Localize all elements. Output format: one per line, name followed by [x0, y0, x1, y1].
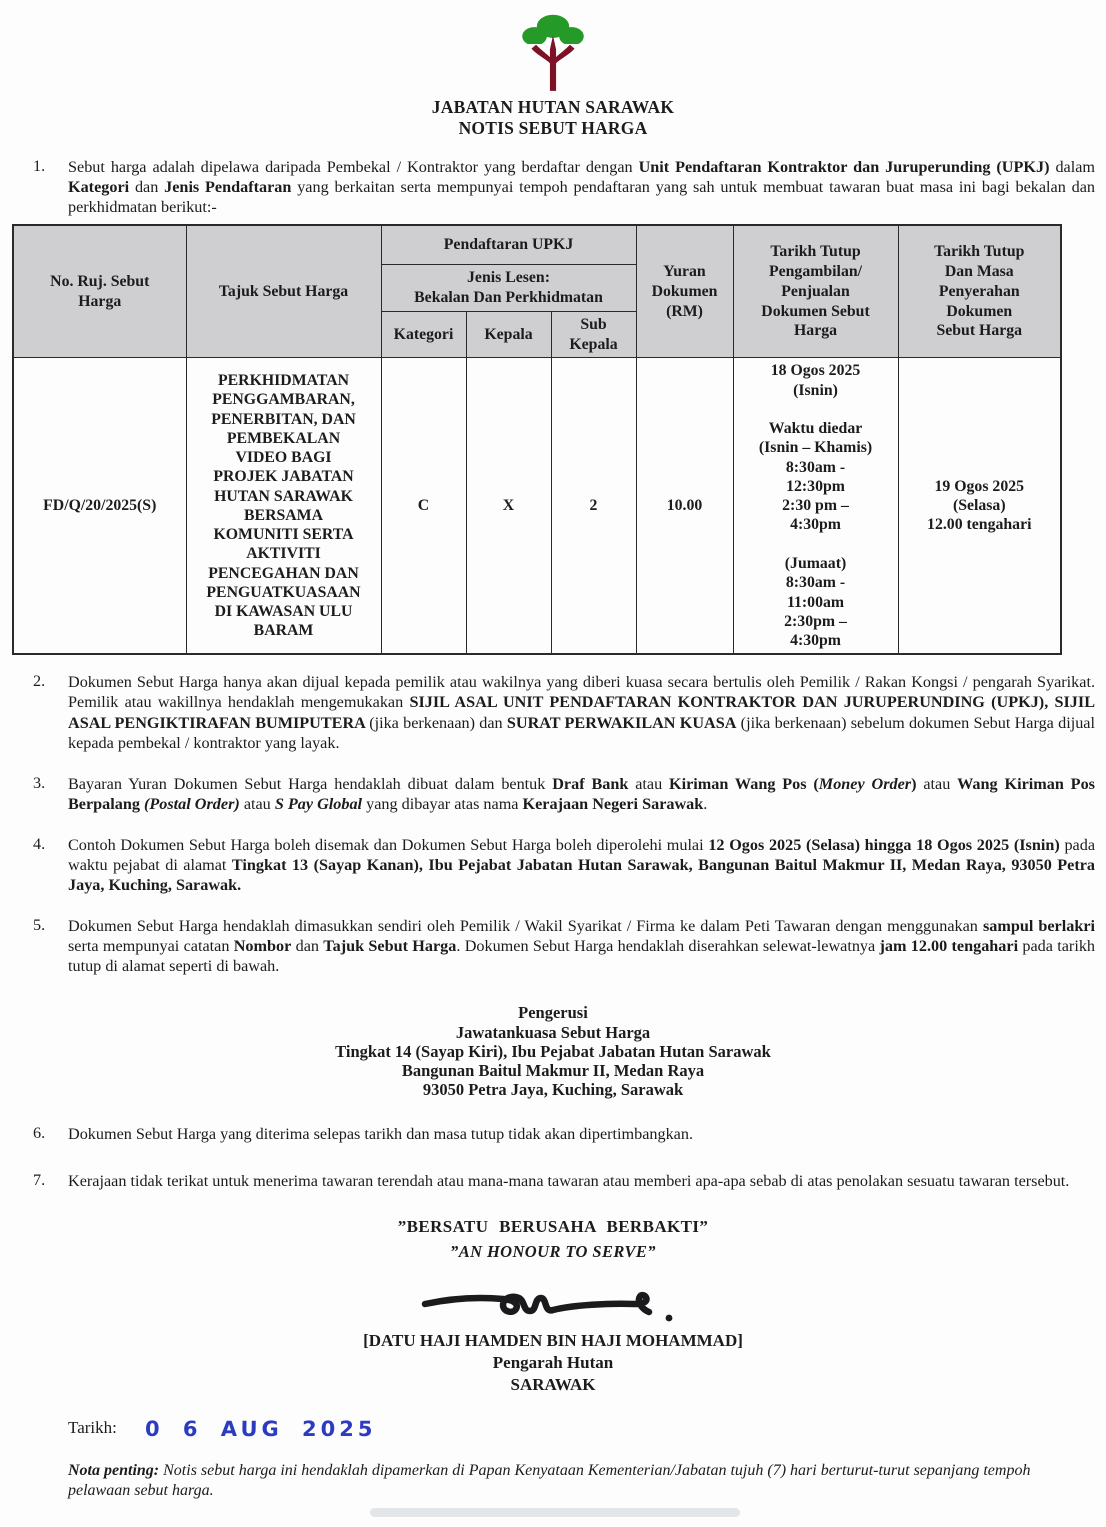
item-2	[0, 672, 1106, 752]
motto-line-english: ”AN HONOUR TO SERVE”	[450, 1241, 656, 1261]
item-6-text: Dokumen Sebut Harga yang diterima selepas tarikh dan masa tutup tidak akan dipertimbangkan.	[68, 1124, 693, 1143]
signatory-block	[0, 1330, 1106, 1396]
col-header-sub-kepala: Sub Kepala	[551, 311, 636, 357]
numbered-items	[0, 157, 1106, 1191]
item-7-number: 7.	[33, 1170, 46, 1189]
signature-container	[0, 1270, 1106, 1332]
important-note-text: Notis sebut harga ini hendaklah dipamerkan di Papan Kenyataan Kementerian/Jabatan tujuh (7) hari berturut-turut sepanjang tempoh pelawaan sebut harga.	[68, 1462, 1031, 1500]
cell-yuran: 10.00	[636, 358, 733, 654]
item-4	[0, 835, 1106, 895]
item-4-text: Contoh Dokumen Sebut Harga boleh disemak dan Dokumen Sebut Harga boleh diperolehi mulai 12 Ogos 2025 (Selasa) hingga 18 Ogos 2025 (Isnin) pada waktu pejabat di alamat Tingkat 13 (Sayap Kanan), Ibu Pejabat Jabatan Hutan Sarawak, Bangunan Baitul Makmur II, Medan Raya, 93050 Petra Jaya, Kuching, Sarawak.	[68, 835, 1095, 894]
item-6-number: 6.	[33, 1123, 46, 1142]
page-title: NOTIS SEBUT HARGA	[458, 118, 648, 139]
signature-icon	[413, 1270, 693, 1332]
cell-no-ruj: FD/Q/20/2025(S)	[13, 358, 186, 654]
quotation-table	[12, 224, 1062, 655]
address-line-3: Tingkat 14 (Sayap Kiri), Ibu Pejabat Jabatan Hutan Sarawak	[335, 1041, 771, 1061]
item-5	[0, 916, 1106, 976]
item-6	[0, 1124, 1106, 1144]
signatory-org: SARAWAK	[510, 1375, 596, 1395]
signatory-title: Pengarah Hutan	[492, 1353, 614, 1373]
cell-tarikh-pengambilan: 18 Ogos 2025 (Isnin) Waktu diedar (Isnin – Khamis) 8:30am - 12:30pm 2:30 pm – 4:30pm (Jumaat) 8:30am - 11:00am 2:30pm – 4:30pm	[733, 358, 898, 654]
col-header-pendaftaran-upkj: Pendaftaran UPKJ	[381, 225, 636, 265]
item-7-text: Kerajaan tidak terikat untuk menerima tawaran terendah atau mana-mana tawaran atau memberi apa-apa sebab di atas penolakan sesuatu tawaran tersebut.	[68, 1171, 1070, 1190]
table-row	[13, 358, 1061, 654]
col-header-yuran: Yuran Dokumen (RM)	[636, 225, 733, 358]
item-5-number: 5.	[33, 916, 46, 935]
col-header-kategori: Kategori	[381, 311, 466, 357]
scan-artifact-bar	[370, 1508, 740, 1517]
cell-kategori: C	[381, 358, 466, 654]
forestry-tree-icon	[514, 14, 592, 94]
item-5-text: Dokumen Sebut Harga hendaklah dimasukkan sendiri oleh Pemilik / Wakil Syarikat / Firma ke dalam Peti Tawaran dengan menggunakan sampul berlakri serta mempunyai catatan Nombor dan Tajuk Sebut Harga. Dokumen Sebut Harga hendaklah diserahkan selewat-lewatnya jam 12.00 tengahari pada tarikh tutup di alamat seperti di bawah.	[68, 917, 1096, 976]
date-line	[0, 1418, 1106, 1441]
item-3-number: 3.	[33, 773, 46, 792]
item-1-text: Sebut harga adalah dipelawa daripada Pembekal / Kontraktor yang berdaftar dengan Unit Pendaftaran Kontraktor dan Juruperunding (UPKJ) dalam Kategori dan Jenis Pendaftaran yang berkaitan serta mempunyai tempoh pendaftaran yang sah untuk membuat tawaran buat masa ini bagi bekalan dan perkhidmatan berikut:-	[68, 157, 1096, 216]
cell-kepala: X	[466, 358, 551, 654]
date-label: Tarikh:	[68, 1418, 117, 1438]
motto-line-malay: ”BERSATU BERUSAHA BERBAKTI”	[397, 1216, 709, 1236]
important-note	[0, 1461, 1106, 1501]
address-line-1: Pengerusi	[518, 1003, 588, 1023]
item-1-number: 1.	[33, 156, 46, 175]
item-3-text: Bayaran Yuran Dokumen Sebut Harga hendaklah dibuat dalam bentuk Draf Bank atau Kiriman Wang Pos (Money Order) atau Wang Kiriman Pos Berpalang (Postal Order) atau S Pay Global yang dibayar atas nama Kerajaan Negeri Sarawak.	[68, 774, 1095, 813]
logo-container	[0, 0, 1106, 94]
date-stamp: 0 6 AUG 2025	[144, 1417, 377, 1442]
important-note-label: Nota penting:	[68, 1462, 160, 1480]
col-header-tajuk: Tajuk Sebut Harga	[186, 225, 381, 358]
item-7	[0, 1171, 1106, 1191]
col-header-no-ruj: No. Ruj. Sebut Harga	[13, 225, 186, 358]
col-header-kepala: Kepala	[466, 311, 551, 357]
org-name: JABATAN HUTAN SARAWAK	[431, 97, 675, 117]
col-header-jenis-lesen: Jenis Lesen: Bekalan Dan Perkhidmatan	[381, 265, 636, 311]
cell-tajuk: PERKHIDMATAN PENGGAMBARAN, PENERBITAN, DAN PEMBEKALAN VIDEO BAGI PROJEK JABATAN HUTAN SARAWAK BERSAMA KOMUNITI SERTA AKTIVITI PENCEGAHAN DAN PENGUATKUASAAN DI KAWASAN ULU BARAM	[186, 358, 381, 654]
cell-sub-kepala: 2	[551, 358, 636, 654]
submission-address-block	[0, 1003, 1106, 1099]
address-line-5: 93050 Petra Jaya, Kuching, Sarawak	[422, 1080, 684, 1100]
item-2-text: Dokumen Sebut Harga hanya akan dijual kepada pemilik atau wakilnya yang diberi kuasa secara bertulis oleh Pemilik / Rakan Kongsi / pengarah Syarikat. Pemilik atau wakillnya hendaklah mengemukakan SIJIL ASAL UNIT PENDAFTARAN KONTRAKTOR DAN JURUPERUNDING (UPKJ), SIJIL ASAL PENGIKTIRAFAN BUMIPUTERA (jika berkenaan) dan SURAT PERWAKILAN KUASA (jika berkenaan) sebelum dokumen Sebut Harga dijual kepada pembekal / kontraktor yang layak.	[68, 673, 1095, 752]
item-1	[0, 157, 1106, 217]
col-header-tarikh-pengambilan: Tarikh Tutup Pengambilan/ Penjualan Dokumen Sebut Harga	[733, 225, 898, 358]
signatory-name: [DATU HAJI HAMDEN BIN HAJI MOHAMMAD]	[363, 1330, 743, 1350]
address-line-2: Jawatankuasa Sebut Harga	[455, 1022, 651, 1042]
col-header-tarikh-penyerahan: Tarikh Tutup Dan Masa Penyerahan Dokumen Sebut Harga	[898, 225, 1061, 358]
cell-tarikh-penyerahan: 19 Ogos 2025 (Selasa) 12.00 tengahari	[898, 358, 1061, 654]
item-4-number: 4.	[33, 834, 46, 853]
item-2-number: 2.	[33, 672, 46, 691]
item-3	[0, 774, 1106, 814]
address-line-4: Bangunan Baitul Makmur II, Medan Raya	[401, 1061, 705, 1081]
